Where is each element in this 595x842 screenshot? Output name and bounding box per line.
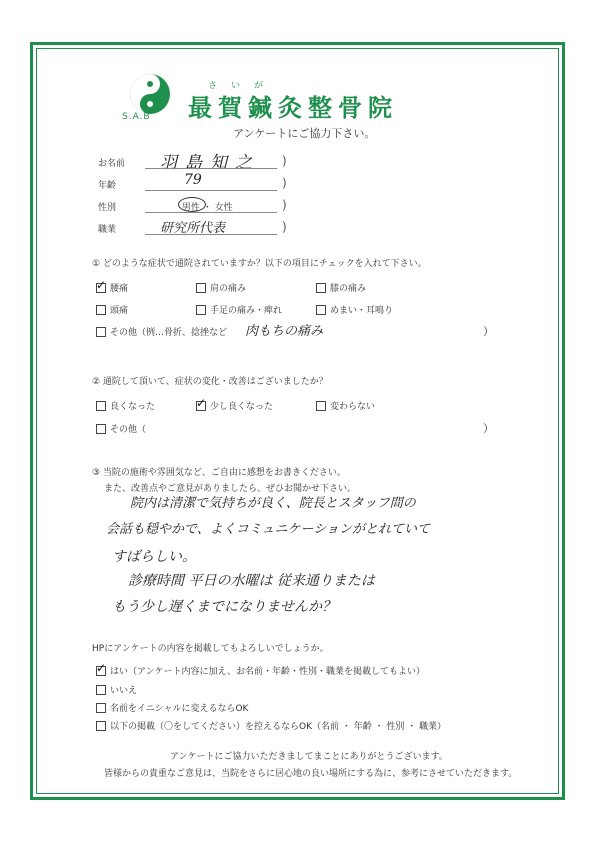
q2-option-no-change[interactable] [316, 399, 375, 412]
job-paren: ) [282, 220, 287, 234]
name-label: お名前 [98, 159, 126, 169]
q1-option-label: 手足の痛み・痺れ [210, 306, 283, 316]
clinic-logo-icon [128, 72, 172, 116]
q1-other-close: ） [483, 325, 494, 338]
q1-option-knee[interactable] [316, 281, 366, 294]
gender-options[interactable]: 男性 ・ 女性 [182, 203, 233, 213]
hp-option-no[interactable] [96, 683, 137, 696]
q2-option-label: 少し良くなった [210, 402, 274, 412]
checkbox-icon[interactable] [196, 283, 206, 293]
q1-option-label: めまい・耳鳴り [330, 306, 394, 316]
hp-option-label: いいえ [110, 686, 138, 696]
q1-option-dizziness[interactable] [316, 303, 393, 316]
clinic-name: 最賀鍼灸整骨院 [188, 93, 398, 122]
gender-paren: ) [282, 198, 287, 212]
checkbox-icon[interactable] [316, 283, 326, 293]
q1-other-label: その他（例…骨折、捻挫など [110, 328, 228, 338]
q3-comment-line[interactable]: すばらしい。 [112, 549, 196, 565]
checkbox-icon[interactable] [96, 327, 106, 337]
q3-title: ③ 当院の施術や雰囲気など、ご自由に感想をお書きください。 [92, 468, 346, 478]
checkbox-icon[interactable] [96, 703, 106, 713]
q2-option-label: 良くなった [110, 402, 156, 412]
q3-comment-line[interactable]: もう少し遅くまでになりませんか？ [112, 599, 336, 615]
age-value[interactable]: 79 [184, 172, 202, 188]
name-paren: ) [282, 154, 287, 168]
hp-option-label: 以下の掲載（〇をしてください）を控えるならOK（名前 ・ 年齢 ・ 性別 ・ 職業） [110, 722, 447, 732]
hp-option-label: はい（アンケート内容に加え、お名前・年齢・性別・職業を掲載してもよい） [110, 667, 426, 677]
hp-option-initials[interactable] [96, 701, 248, 714]
checkbox-icon[interactable] [96, 401, 106, 411]
hp-option-label: 名前をイニシャルに変えるならOK [110, 704, 249, 714]
q1-other-value[interactable]: 肉もちの痛み [245, 324, 324, 339]
checkbox-icon[interactable] [96, 685, 106, 695]
q1-option-other[interactable] [96, 325, 227, 338]
q1-option-headache[interactable] [96, 303, 128, 316]
q1-title: ① どのような症状で通院されていますか？以下の項目にチェックを入れて下さい。 [92, 259, 427, 269]
q1-option-label: 膝の痛み [330, 284, 367, 294]
gender-label: 性別 [98, 203, 117, 213]
checkbox-checked-icon[interactable] [196, 401, 206, 411]
q1-option-lowback[interactable] [96, 281, 128, 294]
hp-option-yes[interactable] [96, 664, 425, 677]
q2-option-other[interactable] [96, 422, 146, 435]
name-line [145, 168, 277, 169]
form-subtitle: アンケートにご協力下さい。 [233, 127, 376, 140]
q3-comment-line[interactable]: 会話も穏やかで、よくコミュニケーションがとれていて [106, 522, 430, 537]
footer-note: 皆様からの貴重なご意見は、当院をさらに居心地の良い場所にする為に、参考にさせていただきます。 [104, 769, 518, 779]
name-value[interactable]: 羽島知之 [160, 153, 260, 173]
logo-text: S.A.B [122, 112, 151, 122]
checkbox-icon[interactable] [316, 401, 326, 411]
q1-option-label: 肩の痛み [210, 284, 247, 294]
q2-option-better[interactable] [96, 399, 155, 412]
hp-option-partial[interactable] [96, 719, 446, 732]
hp-title: HPにアンケートの内容を掲載してもよろしいでしょうか。 [92, 644, 329, 654]
checkbox-checked-icon[interactable] [96, 666, 106, 676]
q3-title-2: また、改善点やご意見がありましたら、ぜひお聞かせ下さい。 [104, 484, 357, 494]
q2-other-label: その他（ [110, 425, 147, 435]
q1-option-shoulder[interactable] [196, 281, 246, 294]
checkbox-icon[interactable] [96, 305, 106, 315]
footer-thanks: アンケートにご協力いただきましてまことにありがとうございます。 [170, 752, 448, 762]
q1-option-limbs[interactable] [196, 303, 282, 316]
job-value[interactable]: 研究所代表 [160, 221, 226, 236]
checkbox-icon[interactable] [196, 305, 206, 315]
q2-option-label: 変わらない [330, 402, 376, 412]
age-paren: ) [282, 176, 287, 190]
q3-comment-line[interactable]: 診療時間 平日の水曜は 従来通りまたは [128, 573, 375, 589]
job-label: 職業 [98, 225, 117, 235]
q2-title: ② 通院して頂いて、症状の変化・改善はございましたか？ [92, 377, 328, 387]
checkbox-icon[interactable] [96, 424, 106, 434]
q1-option-label: 腰痛 [110, 284, 129, 294]
age-line [145, 190, 277, 191]
q2-option-slightly-better[interactable] [196, 399, 273, 412]
q2-other-close: ） [483, 422, 494, 435]
q1-option-label: 頭痛 [110, 306, 129, 316]
job-line [145, 234, 277, 235]
age-label: 年齢 [98, 181, 117, 191]
clinic-furigana: さいが [208, 81, 278, 91]
checkbox-checked-icon[interactable] [96, 283, 106, 293]
checkbox-icon[interactable] [316, 305, 326, 315]
q3-comment-line[interactable]: 院内は清潔で気持ちが良く、院長とスタッフ間の [130, 496, 416, 511]
gender-line [145, 212, 277, 213]
checkbox-icon[interactable] [96, 721, 106, 731]
